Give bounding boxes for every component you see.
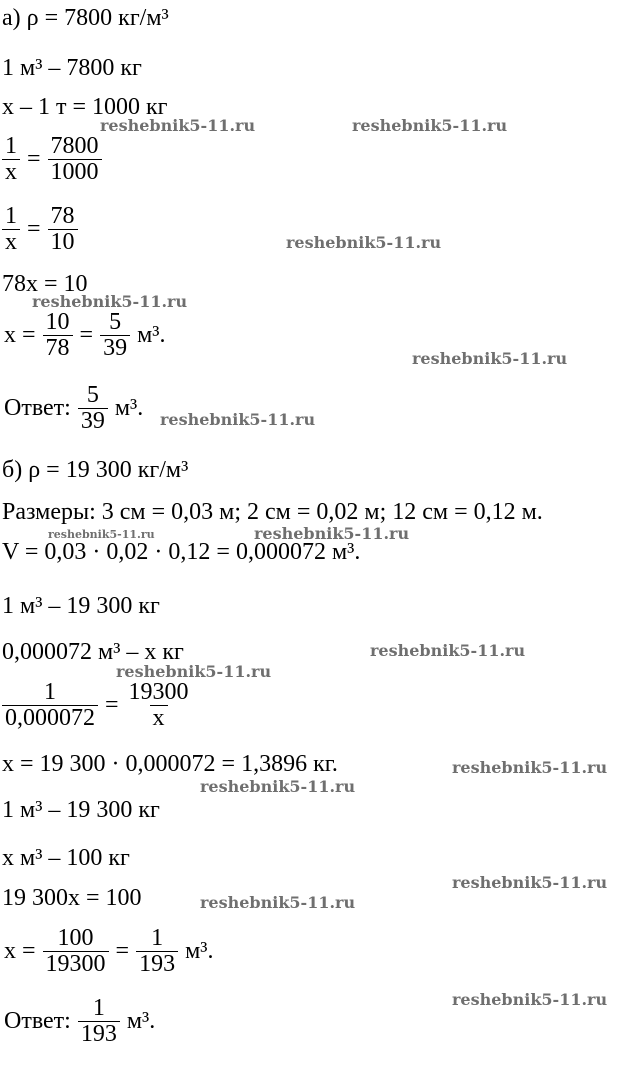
part-a-equation-3: 78x = 10: [2, 271, 88, 297]
fraction: $\frac{100}{19300}$: [43, 926, 109, 977]
part-b-volume: V = 0,03 · 0,02 · 0,12 = 0,000072 м³.: [2, 539, 361, 565]
watermark: reshebnik5-11.ru: [100, 116, 256, 135]
fraction: $\frac{5}{39}$: [100, 310, 130, 361]
part-b-equation-1: $\frac{1}{0,000072}$ = $\frac{19300}{x}$: [2, 680, 197, 731]
part-b-equation-3: x = $\frac{100}{19300}$ = $\frac{1}{193}$ м³.: [4, 925, 214, 978]
watermark: reshebnik5-11.ru: [254, 524, 410, 543]
part-b-equation-2: 19 300x = 100: [2, 885, 142, 911]
answer-label: Ответ:: [4, 1008, 71, 1035]
fraction: $\frac{5}{39}$: [78, 383, 108, 434]
part-a-answer: Ответ: $\frac{5}{39}$ м³.: [4, 382, 144, 435]
watermark: reshebnik5-11.ru: [452, 758, 608, 777]
watermark: reshebnik5-11.ru: [32, 292, 188, 311]
fraction: $\frac{1}{0,000072}$: [2, 680, 98, 731]
part-b-mass: x = 19 300 · 0,000072 = 1,3896 кг.: [2, 751, 338, 777]
watermark: reshebnik5-11.ru: [160, 410, 316, 429]
watermark: reshebnik5-11.ru: [452, 873, 608, 892]
watermark: reshebnik5-11.ru: [286, 233, 442, 252]
part-b-sizes: Размеры: 3 см = 0,03 м; 2 см = 0,02 м; 12 см = 0,12 м.: [2, 499, 543, 525]
watermark: reshebnik5-11.ru: [116, 662, 272, 681]
part-b-proportion-line-1: 1 м³ – 19 300 кг: [2, 593, 160, 619]
fraction: $\frac{1}{x}$: [2, 134, 20, 185]
part-a-equation-2: $\frac{1}{x}$ = $\frac{78}{10}$: [2, 204, 83, 255]
part-a-proportion-line-1: 1 м³ – 7800 кг: [2, 55, 142, 81]
part-a-given: а) ρ = 7800 кг/м³: [2, 5, 169, 31]
watermark: reshebnik5-11.ru: [452, 990, 608, 1009]
fraction: $\frac{19300}{x}$: [128, 679, 189, 732]
fraction: $\frac{78}{10}$: [48, 204, 78, 255]
watermark: reshebnik5-11.ru: [48, 528, 155, 541]
part-b-proportion-line-2: 0,000072 м³ – x кг: [2, 639, 184, 665]
part-b-answer: Ответ: $\frac{1}{193}$ м³.: [4, 995, 156, 1048]
part-a-equation-1: $\frac{1}{x}$ = $\frac{7800}{1000}$: [2, 134, 107, 185]
fraction: $\frac{10}{78}$: [43, 310, 73, 361]
fraction: $\frac{1}{193}$: [78, 996, 120, 1047]
watermark: reshebnik5-11.ru: [352, 116, 508, 135]
part-b-proportion-line-3: 1 м³ – 19 300 кг: [2, 797, 160, 823]
watermark: reshebnik5-11.ru: [370, 641, 526, 660]
fraction: $\frac{7800}{1000}$: [48, 134, 102, 185]
part-b-proportion-line-4: x м³ – 100 кг: [2, 845, 130, 871]
fraction: $\frac{1}{193}$: [136, 926, 178, 977]
answer-label: Ответ:: [4, 395, 71, 422]
fraction: $\frac{1}{x}$: [2, 204, 20, 255]
part-a-equation-4: x = $\frac{10}{78}$ = $\frac{5}{39}$ м³.: [4, 309, 166, 362]
part-b-given: б) ρ = 19 300 кг/м³: [2, 457, 189, 483]
watermark: reshebnik5-11.ru: [200, 893, 356, 912]
part-a-proportion-line-2: x – 1 т = 1000 кг: [2, 94, 168, 120]
watermark: reshebnik5-11.ru: [200, 777, 356, 796]
watermark: reshebnik5-11.ru: [412, 349, 568, 368]
